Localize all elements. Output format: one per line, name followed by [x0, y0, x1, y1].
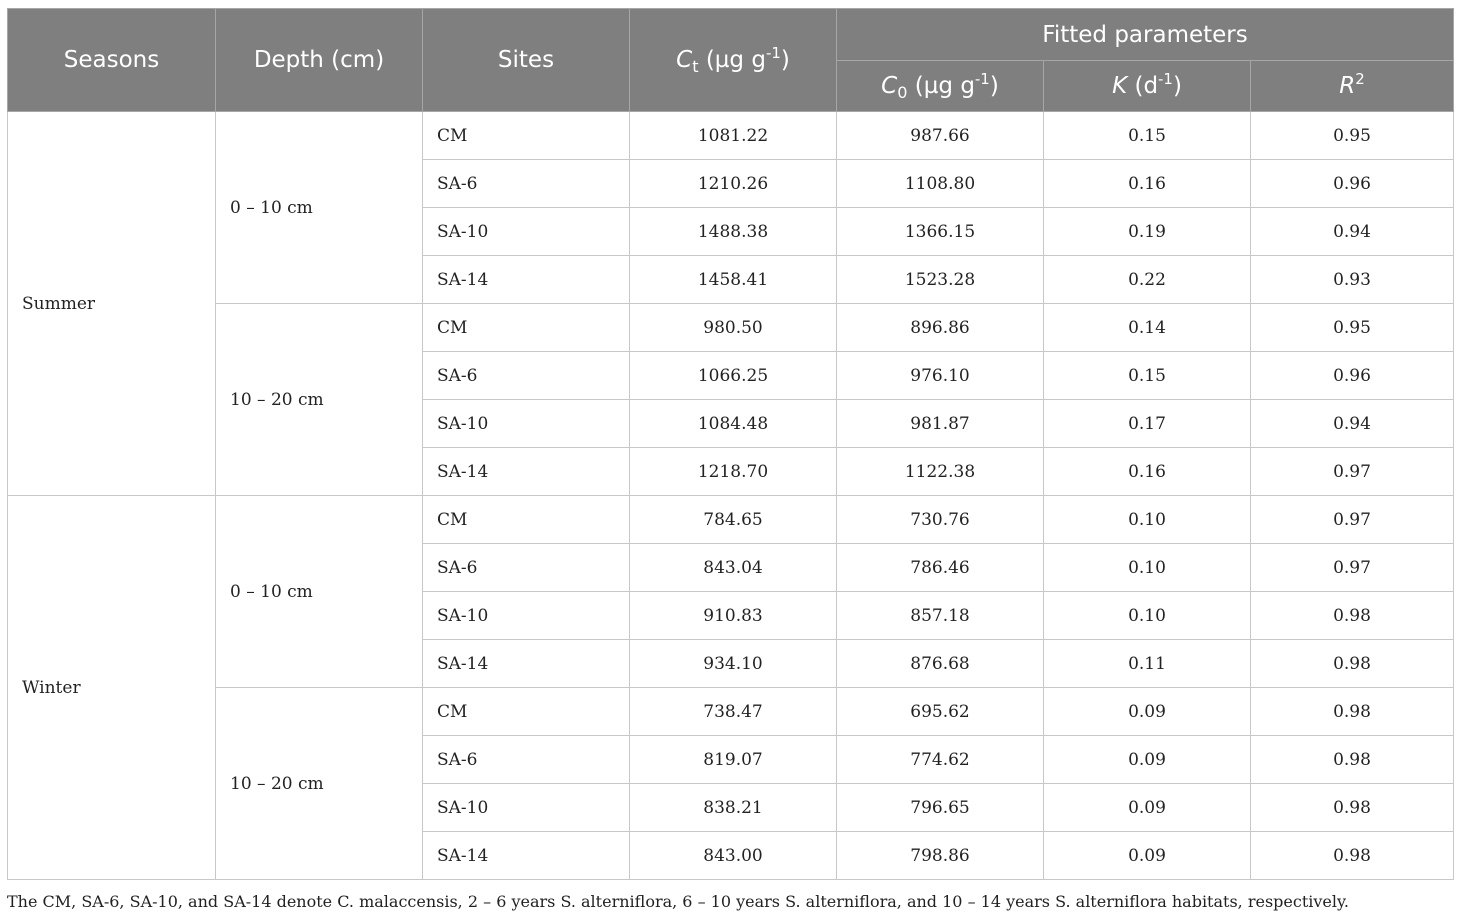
header-row-1	[8, 9, 1454, 61]
site-cell: SA-10	[423, 784, 630, 832]
ct-cell: 1081.22	[630, 112, 837, 160]
ct-unit: (µg g	[698, 47, 766, 73]
k-cell: 0.16	[1044, 448, 1251, 496]
ct-subscript: t	[692, 56, 699, 76]
season-cell: Summer	[8, 112, 216, 496]
site-cell: CM	[423, 112, 630, 160]
c0-subscript: 0	[897, 82, 908, 102]
r2-cell: 0.98	[1251, 784, 1454, 832]
ct-cell: 1458.41	[630, 256, 837, 304]
table-row	[8, 688, 1454, 736]
k-cell: 0.15	[1044, 112, 1251, 160]
r2-cell: 0.98	[1251, 736, 1454, 784]
site-cell: SA-14	[423, 640, 630, 688]
site-cell: SA-14	[423, 832, 630, 880]
c0-symbol: C	[881, 73, 898, 99]
ct-cell: 838.21	[630, 784, 837, 832]
r2-cell: 0.95	[1251, 112, 1454, 160]
c0-cell: 774.62	[837, 736, 1044, 784]
r2-cell: 0.94	[1251, 208, 1454, 256]
data-table	[7, 8, 1454, 880]
c0-cell: 987.66	[837, 112, 1044, 160]
k-symbol: K	[1112, 73, 1128, 99]
k-cell: 0.17	[1044, 400, 1251, 448]
header-k	[1044, 61, 1251, 112]
r2-cell: 0.96	[1251, 352, 1454, 400]
k-close: )	[1172, 73, 1182, 99]
k-cell: 0.10	[1044, 592, 1251, 640]
k-cell: 0.19	[1044, 208, 1251, 256]
k-unit: (d	[1127, 73, 1159, 99]
ct-cell: 1066.25	[630, 352, 837, 400]
c0-cell: 1366.15	[837, 208, 1044, 256]
ct-superscript: -1	[765, 44, 781, 63]
table-footnote: The CM, SA-6, SA-10, and SA-14 denote C. malaccensis, 2 – 6 years S. alterniflora, 6 – 10 years S. alterniflora, and 10 – 14 years S. alterniflora habitats, respectively.	[7, 892, 1350, 911]
site-cell: SA-14	[423, 448, 630, 496]
r2-cell: 0.97	[1251, 544, 1454, 592]
table-row	[8, 112, 1454, 160]
k-cell: 0.10	[1044, 496, 1251, 544]
k-cell: 0.09	[1044, 736, 1251, 784]
site-cell: SA-10	[423, 592, 630, 640]
c0-superscript: -1	[974, 70, 990, 89]
site-cell: CM	[423, 496, 630, 544]
r2-cell: 0.93	[1251, 256, 1454, 304]
r2-cell: 0.98	[1251, 592, 1454, 640]
ct-cell: 910.83	[630, 592, 837, 640]
site-cell: SA-6	[423, 352, 630, 400]
depth-cell: 10 – 20 cm	[216, 304, 423, 496]
k-cell: 0.14	[1044, 304, 1251, 352]
ct-cell: 843.00	[630, 832, 837, 880]
r2-cell: 0.94	[1251, 400, 1454, 448]
ct-cell: 1210.26	[630, 160, 837, 208]
header-r2	[1251, 61, 1454, 112]
c0-cell: 857.18	[837, 592, 1044, 640]
ct-cell: 738.47	[630, 688, 837, 736]
header-fitted-parameters: Fitted parameters	[837, 9, 1454, 61]
r2-cell: 0.96	[1251, 160, 1454, 208]
k-superscript: -1	[1158, 70, 1173, 89]
c0-cell: 976.10	[837, 352, 1044, 400]
site-cell: SA-10	[423, 208, 630, 256]
ct-close: )	[780, 47, 790, 73]
k-cell: 0.09	[1044, 832, 1251, 880]
k-cell: 0.11	[1044, 640, 1251, 688]
site-cell: SA-6	[423, 544, 630, 592]
r2-cell: 0.98	[1251, 688, 1454, 736]
header-sites: Sites	[423, 9, 630, 112]
table-row	[8, 496, 1454, 544]
c0-cell: 796.65	[837, 784, 1044, 832]
r-symbol: R	[1339, 73, 1356, 99]
header-c0	[837, 61, 1044, 112]
k-cell: 0.10	[1044, 544, 1251, 592]
ct-symbol: C	[676, 47, 693, 73]
ct-cell: 1084.48	[630, 400, 837, 448]
ct-cell: 980.50	[630, 304, 837, 352]
depth-cell: 0 – 10 cm	[216, 496, 423, 688]
c0-close: )	[989, 73, 999, 99]
r2-cell: 0.97	[1251, 448, 1454, 496]
c0-cell: 1122.38	[837, 448, 1044, 496]
ct-cell: 819.07	[630, 736, 837, 784]
site-cell: CM	[423, 304, 630, 352]
c0-cell: 730.76	[837, 496, 1044, 544]
k-cell: 0.09	[1044, 688, 1251, 736]
r2-cell: 0.97	[1251, 496, 1454, 544]
depth-cell: 0 – 10 cm	[216, 112, 423, 304]
ct-cell: 1218.70	[630, 448, 837, 496]
c0-cell: 1523.28	[837, 256, 1044, 304]
c0-unit: (µg g	[907, 73, 975, 99]
depth-cell: 10 – 20 cm	[216, 688, 423, 880]
site-cell: SA-6	[423, 736, 630, 784]
c0-cell: 786.46	[837, 544, 1044, 592]
ct-cell: 843.04	[630, 544, 837, 592]
k-cell: 0.16	[1044, 160, 1251, 208]
header-depth: Depth (cm)	[216, 9, 423, 112]
r2-cell: 0.98	[1251, 640, 1454, 688]
site-cell: CM	[423, 688, 630, 736]
season-cell: Winter	[8, 496, 216, 880]
table-body	[8, 112, 1454, 880]
c0-cell: 981.87	[837, 400, 1044, 448]
site-cell: SA-10	[423, 400, 630, 448]
table-row	[8, 304, 1454, 352]
r2-cell: 0.95	[1251, 304, 1454, 352]
r2-cell: 0.98	[1251, 832, 1454, 880]
site-cell: SA-6	[423, 160, 630, 208]
header-ct	[630, 9, 837, 112]
site-cell: SA-14	[423, 256, 630, 304]
c0-cell: 798.86	[837, 832, 1044, 880]
c0-cell: 896.86	[837, 304, 1044, 352]
k-cell: 0.22	[1044, 256, 1251, 304]
k-cell: 0.15	[1044, 352, 1251, 400]
ct-cell: 934.10	[630, 640, 837, 688]
c0-cell: 876.68	[837, 640, 1044, 688]
r-superscript: 2	[1355, 70, 1365, 89]
ct-cell: 1488.38	[630, 208, 837, 256]
k-cell: 0.09	[1044, 784, 1251, 832]
ct-cell: 784.65	[630, 496, 837, 544]
c0-cell: 1108.80	[837, 160, 1044, 208]
c0-cell: 695.62	[837, 688, 1044, 736]
header-seasons: Seasons	[8, 9, 216, 112]
